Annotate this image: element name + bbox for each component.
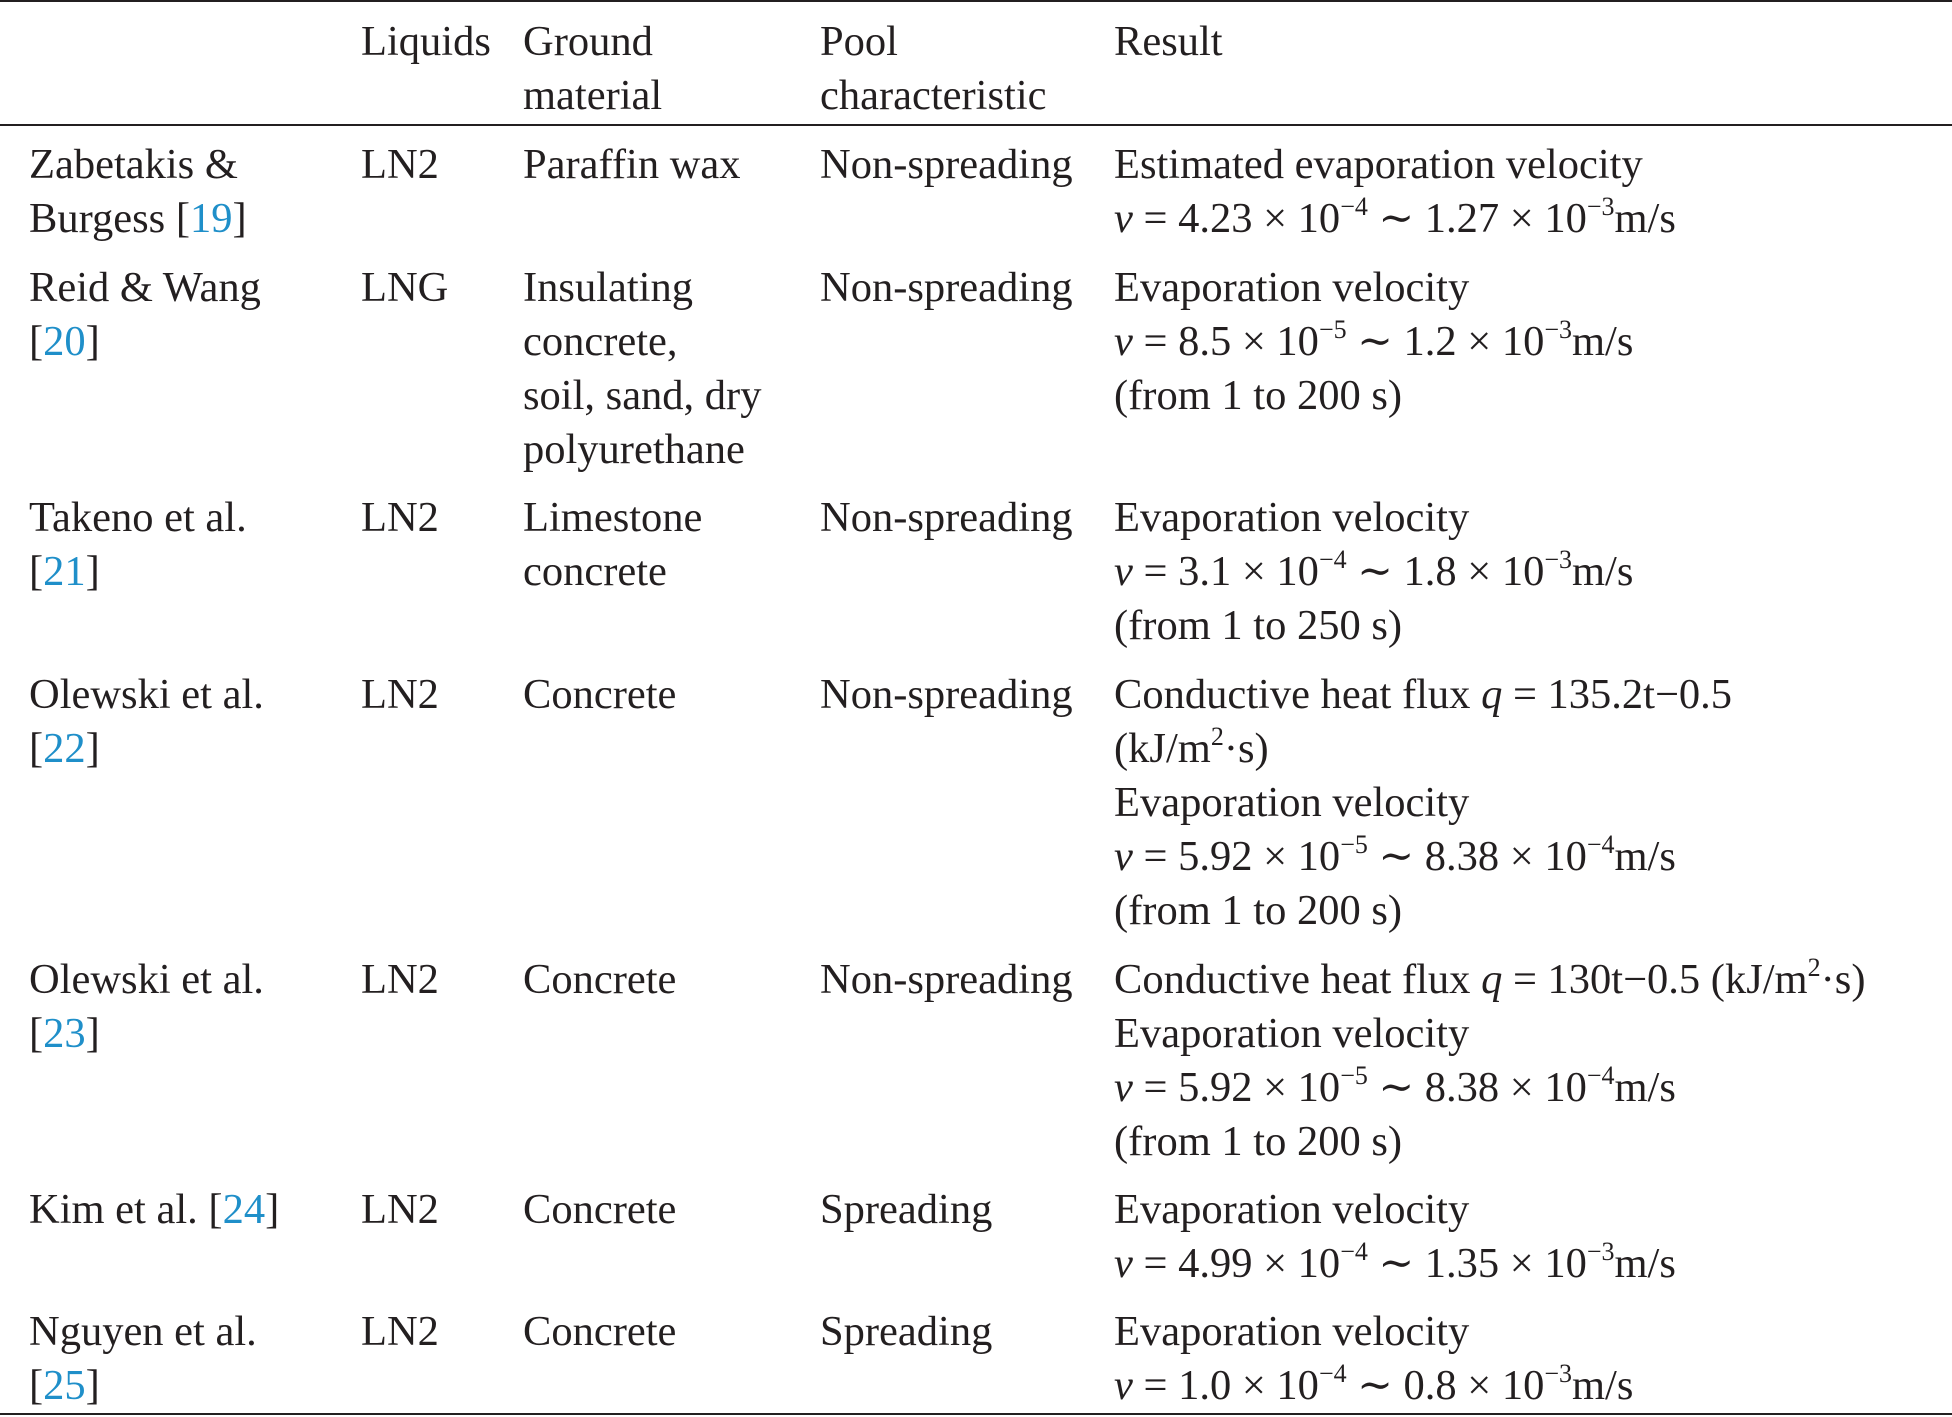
pool-characteristic-cell [820,953,1073,1007]
superscript: −3 [1544,1358,1572,1388]
result-text: (from 1 to 200 s) [1114,1118,1403,1165]
header-line: characteristic [820,72,1047,119]
cell-line [1114,192,1676,246]
velocity-value: = 3.1 × 10 [1132,548,1319,595]
bracket: ] [265,1186,280,1233]
velocity-symbol: v [1114,318,1133,365]
pool-characteristic-text: Spreading [820,1308,993,1355]
cell-line [1114,830,1732,884]
cell-line [523,423,761,477]
velocity-symbol: v [1114,833,1133,880]
velocity-symbol: v [1114,195,1133,242]
cell-line [1114,261,1633,315]
cell-line [29,1007,264,1061]
result-cell [1114,261,1633,423]
cell-line [1114,599,1633,653]
superscript: −4 [1340,1236,1368,1266]
bracket: ] [85,725,100,772]
reference-link[interactable]: 24 [222,1186,266,1233]
superscript: −4 [1318,544,1347,574]
top-rule [0,0,1952,2]
ground-material-text: Concrete [523,671,677,718]
reference-link[interactable]: 21 [43,548,86,595]
cell-line [1114,545,1633,599]
result-text: (from 1 to 200 s) [1114,887,1403,934]
ground-material-cell [523,138,741,192]
bracket: [ [175,195,190,242]
liquid-text: LN2 [361,956,439,1003]
bottom-rule [0,1413,1952,1415]
study-text: Olewski et al. [29,671,264,718]
velocity-value: = 5.92 × 10 [1132,1064,1341,1111]
study-cell [29,1305,257,1413]
velocity-value: = 1.0 × 10 [1132,1362,1319,1409]
reference-link[interactable]: 22 [43,725,86,772]
header-line: Pool [820,18,898,65]
cell-line [523,369,761,423]
velocity-value: = 5.92 × 10 [1132,833,1341,880]
velocity-value: ∼ 1.27 × 10 [1367,195,1587,242]
velocity-value: ∼ 1.2 × 10 [1346,318,1545,365]
velocity-symbol: v [1114,1362,1133,1409]
study-text: Nguyen et al. [29,1308,257,1355]
ground-material-text: Limestone [523,494,703,541]
cell-line [1114,315,1633,369]
superscript: −5 [1340,1060,1368,1090]
cell-line [523,261,761,315]
reference-link[interactable]: 25 [43,1362,86,1409]
superscript: −3 [1586,191,1615,221]
ground-material-cell [523,491,702,599]
cell-line [361,261,448,315]
result-text: = 135.2t−0.5 [1502,671,1733,718]
superscript: −4 [1318,1358,1347,1388]
velocity-unit: m/s [1614,195,1676,242]
study-cell [29,138,247,246]
header-line: Ground [523,18,653,65]
result-text: Evaporation velocity [1114,1186,1470,1233]
liquid-cell [361,491,439,545]
result-text: Evaporation velocity [1114,264,1470,311]
velocity-unit: m/s [1572,1362,1634,1409]
cell-line [361,1183,439,1237]
velocity-unit: m/s [1614,1240,1676,1287]
study-text: Reid & Wang [29,264,261,311]
result-text: Evaporation velocity [1114,1010,1470,1057]
superscript: −4 [1340,191,1368,221]
study-text: Kim et al. [29,1186,209,1233]
velocity-value: ∼ 8.38 × 10 [1367,833,1587,880]
cell-line [820,668,1073,722]
result-text: Conductive heat flux [1114,671,1482,718]
superscript: −3 [1544,544,1572,574]
cell-line [1114,1237,1676,1291]
cell-line [523,668,676,722]
study-text: Olewski et al. [29,956,264,1003]
column-header-ground-material [523,15,662,123]
cell-line [29,953,264,1007]
header-line: material [523,72,663,119]
study-cell [29,953,264,1061]
velocity-unit: m/s [1572,318,1634,365]
cell-line [29,261,261,315]
liquid-cell [361,953,439,1007]
cell-line [523,545,702,599]
ground-material-cell [523,261,761,477]
velocity-value: ∼ 0.8 × 10 [1346,1362,1545,1409]
velocity-unit: m/s [1572,548,1634,595]
cell-line [1114,1359,1633,1413]
result-text: = 130t−0.5 (kJ/m [1502,956,1808,1003]
bracket: [ [29,1010,44,1057]
result-cell [1114,668,1732,938]
cell-line [1114,1183,1676,1237]
bracket: ] [85,548,100,595]
pool-characteristic-cell [820,1183,992,1237]
cell-line [361,953,439,1007]
ground-material-cell [523,953,676,1007]
pool-characteristic-cell [820,1305,992,1359]
ground-material-text: Paraffin wax [523,141,741,188]
cell-line [820,261,1073,315]
bracket: ] [85,318,100,365]
pool-characteristic-text: Non-spreading [820,264,1073,311]
cell-line [1114,491,1633,545]
pool-characteristic-cell [820,138,1073,192]
bracket: [ [208,1186,223,1233]
cell-line [361,491,439,545]
pool-characteristic-text: Non-spreading [820,956,1073,1003]
liquid-text: LNG [361,264,449,311]
result-cell [1114,1183,1676,1291]
pool-characteristic-cell [820,491,1073,545]
cell-line [361,138,439,192]
study-cell [29,491,247,599]
study-text: Takeno et al. [29,494,247,541]
cell-line [523,1305,676,1359]
bracket: [ [29,725,44,772]
velocity-value: = 4.99 × 10 [1132,1240,1341,1287]
study-cell [29,668,264,776]
superscript: −4 [1586,829,1615,859]
bracket: ] [85,1010,100,1057]
result-cell [1114,953,1865,1169]
cell-line [820,1305,992,1359]
cell-line [1114,1061,1865,1115]
liquid-cell [361,138,439,192]
result-cell [1114,1305,1633,1413]
velocity-value: = 4.23 × 10 [1132,195,1341,242]
cell-line [820,491,1073,545]
result-text: (from 1 to 250 s) [1114,602,1403,649]
cell-line [820,953,1073,1007]
result-text: ·s) [1820,956,1866,1003]
cell-line [29,722,264,776]
ground-material-text: Concrete [523,956,677,1003]
ground-material-text: Concrete [523,1308,677,1355]
liquid-text: LN2 [361,671,439,718]
result-text: Evaporation velocity [1114,1308,1470,1355]
cell-line [361,668,439,722]
reference-link[interactable]: 19 [189,195,233,242]
velocity-value: ∼ 1.8 × 10 [1346,548,1545,595]
cell-line [1114,138,1676,192]
result-text: (kJ/m [1114,725,1211,772]
superscript: −5 [1340,829,1368,859]
liquid-cell [361,668,439,722]
superscript: 2 [1210,721,1224,751]
cell-line [523,1183,676,1237]
cell-line [1114,369,1633,423]
ground-material-text: Concrete [523,1186,677,1233]
velocity-symbol: v [1114,1064,1133,1111]
velocity-unit: m/s [1614,833,1676,880]
cell-line [523,953,676,1007]
cell-line [29,1183,279,1237]
cell-line [523,138,741,192]
superscript: −3 [1544,314,1572,344]
study-text: Burgess [29,195,176,242]
result-cell [1114,491,1633,653]
cell-line [1114,884,1732,938]
liquid-cell [361,1305,439,1359]
ground-material-cell [523,668,676,722]
study-text: Zabetakis & [29,141,238,188]
cell-line [29,545,247,599]
bracket: [ [29,1362,44,1409]
cell-line [523,315,761,369]
liquid-cell [361,261,448,315]
velocity-value: = 8.5 × 10 [1132,318,1319,365]
superscript: −4 [1586,1060,1615,1090]
velocity-unit: m/s [1614,1064,1676,1111]
cell-line [820,1183,992,1237]
liquid-text: LN2 [361,494,439,541]
result-text: ·s) [1223,725,1269,772]
ground-material-text: concrete, [523,318,678,365]
superscript: −5 [1318,314,1347,344]
cell-line [1114,1007,1865,1061]
column-header-liquids: Liquids [361,18,491,65]
bracket: [ [29,318,44,365]
column-header-pool-characteristic [820,15,1047,123]
cell-line [1114,722,1732,776]
reference-link[interactable]: 20 [43,318,86,365]
cell-line [1114,953,1865,1007]
bracket: ] [232,195,247,242]
study-cell [29,1183,279,1237]
liquid-text: LN2 [361,141,439,188]
reference-link[interactable]: 23 [43,1010,86,1057]
column-header-result: Result [1114,18,1223,65]
velocity-symbol: v [1114,1240,1133,1287]
superscript: −3 [1586,1236,1615,1266]
result-cell [1114,138,1676,246]
bracket: ] [85,1362,100,1409]
liquid-cell [361,1183,439,1237]
pool-characteristic-cell [820,668,1073,722]
velocity-symbol: v [1114,548,1133,595]
study-cell [29,261,261,369]
result-text: Conductive heat flux [1114,956,1482,1003]
velocity-value: ∼ 1.35 × 10 [1367,1240,1587,1287]
pool-characteristic-text: Non-spreading [820,671,1073,718]
superscript: 2 [1807,952,1821,982]
pool-characteristic-text: Non-spreading [820,494,1073,541]
ground-material-cell [523,1183,676,1237]
ground-material-text: Insulating [523,264,693,311]
cell-line [29,1359,257,1413]
cell-line [29,192,247,246]
flux-symbol: q [1481,671,1503,718]
result-text: Estimated evaporation velocity [1114,141,1643,188]
cell-line [523,491,702,545]
cell-line [1114,1305,1633,1359]
cell-line [1114,668,1732,722]
cell-line [29,491,247,545]
cell-line [29,315,261,369]
liquid-text: LN2 [361,1186,439,1233]
flux-symbol: q [1481,956,1503,1003]
cell-line [1114,1115,1865,1169]
ground-material-text: soil, sand, dry [523,372,762,419]
cell-line [361,1305,439,1359]
header-rule [0,124,1952,126]
cell-line [29,138,247,192]
ground-material-text: polyurethane [523,426,745,473]
pool-characteristic-cell [820,261,1073,315]
result-text: Evaporation velocity [1114,494,1470,541]
cell-line [29,1305,257,1359]
pool-characteristic-text: Spreading [820,1186,993,1233]
result-text: Evaporation velocity [1114,779,1470,826]
cell-line [820,138,1073,192]
pool-characteristic-text: Non-spreading [820,141,1073,188]
bracket: [ [29,548,44,595]
ground-material-text: concrete [523,548,667,595]
cell-line [29,668,264,722]
cell-line [1114,776,1732,830]
velocity-value: ∼ 8.38 × 10 [1367,1064,1587,1111]
liquid-text: LN2 [361,1308,439,1355]
result-text: (from 1 to 200 s) [1114,372,1403,419]
ground-material-cell [523,1305,676,1359]
